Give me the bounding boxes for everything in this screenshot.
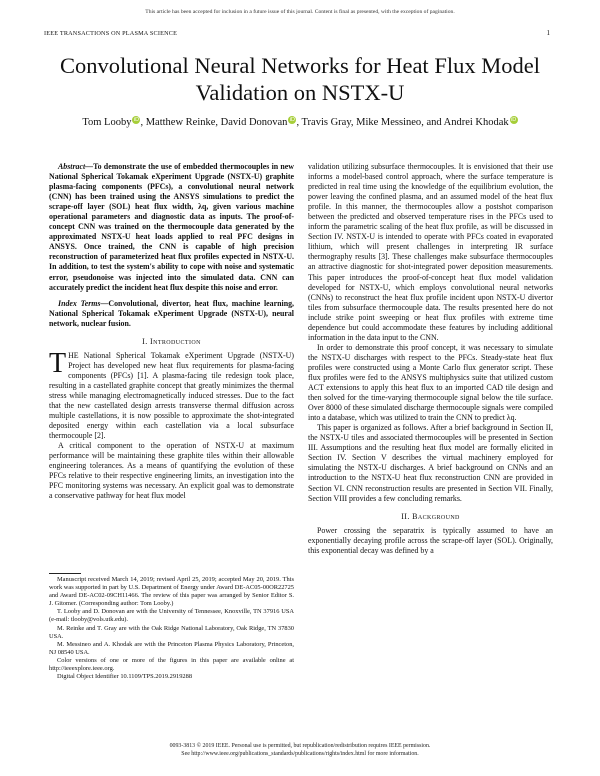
orcid-icon[interactable]: iD [289,117,296,123]
index-terms [49,299,294,329]
acceptance-note: This article has been accepted for inclusion in a future issue of this journal. Content is final as presented, with the exception of pagination. [145,9,455,15]
body-paragraph: This paper is organized as follows. After a brief background in Section II, the NSTX-U tiles and associated thermocouples will be presented in Section III. Assumptions and the resulting heat flux model are formally elicited in Section IV. Section V describes the virtual machinery employed for simulating the NSTX-U discharges. A brief background on CNNs and an introduction to the NSTX-U heat flux reconstruction CNN are provided in Section VI. CNN reconstruction results are presented in Section VII. Finally, Section VIII provides a few concluding remarks. [308,423,553,503]
footnote-divider [49,573,81,574]
author-name: Travis Gray [301,117,351,128]
left-column [49,162,294,502]
journal-running-head: IEEE TRANSACTIONS ON PLASMA SCIENCE [44,30,178,37]
author-list: Tom Looby iD, Matthew Reinke, David Donovan iD, Travis Gray, Mike Messineo, and Andrei Khodak iD [82,117,517,128]
orcid-icon[interactable]: iD [511,117,517,123]
orcid-icon[interactable]: iD [133,117,140,123]
index-terms-label: Index Terms— [58,298,109,308]
abstract-label: Abstract— [58,162,94,171]
intro-paragraph: A critical component to the operation of NSTX-U at maximum performance will be maintaining these graphite tiles within their allowable engineering tolerances. As a means of quantifying the evolution of these PFCs relative to their respective engineering limits, an investigation into the PFC monitoring systems was necessary. An explicit goal was to demonstrate a conservative pathway for heat flux model [49,441,294,501]
section-heading-introduction: I. Introduction [142,336,201,346]
intro-paragraph-text: HE National Spherical Tokamak eXperiment Upgrade (NSTX-U) Project has developed new heat flux requirements for plasma-facing components (PFCs) [1]. A plasma-facing tile redesign took place, resulting in a castellated graphite concept that greatly minimizes the thermal stress while managing electromagnetically induced stresses. Due to the fact that the new castellated design arrests transverse thermal diffusion across multiple castellations, it is now possible to approximate the shot-integrated deposited energy within each castellation via a local subsurface thermocouple [2]. [49,350,294,441]
section-heading-background: II. Background [401,511,460,521]
right-column [308,162,553,556]
intro-paragraph [49,347,294,441]
index-terms-text: Convolutional, divertor, heat flux, machine learning, National Spherical Tokamak eXperiment Upgrade (NSTX-U), neural network, nuclear fusion. [49,298,294,328]
rights-link[interactable]: See http://www.ieee.org/publications_standards/publications/rights/index.html for more information. [181,751,419,757]
footnote: M. Reinke and T. Gray are with the Oak Ridge National Laboratory, Oak Ridge, TN 37830 USA. [49,624,294,640]
paper-title: Convolutional Neural Networks for Heat Flux Model Validation on NSTX-U [60,53,540,105]
footnotes [49,576,294,681]
copyright-line: 0093-3813 © 2019 IEEE. Personal use is permitted, but republication/redistribution requires IEEE permission. [169,743,431,749]
author-name: Tom Looby [82,117,132,128]
page-number: 1 [546,29,550,37]
author-name: David Donovan [220,117,288,128]
footnote: Color versions of one or more of the figures in this paper are available online at http://ieeexplore.ieee.org. [49,656,294,673]
body-paragraph: In order to demonstrate this proof concept, it was necessary to simulate the NSTX-U discharges with respect to the PFCs. Steady-state heat flux profiles were constructed using a Monte Carlo flux generator script. These flux profiles were fed to the ANSYS multiphysics suite that utilized custom ACT extensions to apply this heat flux to an imported CAD tile design and then solved for the time-varying thermocouple signal below the tile surface. Over 8000 of these simulated discharge thermocouple signals were compiled into a database, which was utilized to train the CNN to predict λq. [308,342,553,423]
author-name: Matthew Reinke [145,117,216,128]
abstract [49,162,294,293]
footnote: Digital Object Identifier 10.1109/TPS.2019.2919288 [57,673,193,681]
author-name: Mike Messineo [356,117,422,128]
copyright-notice [0,742,600,758]
author-name: and Andrei Khodak [426,117,509,128]
body-paragraph: validation utilizing subsurface thermocouples. It is envisioned that their use informs a model-based control approach, where the surface temperature is predicted in real time using the knowledge of the equilibrium evolution, the power leaving the confined plasma, and an assumed model of the heat flux profile. In this manner, the thermocouples allow a postshot comparison between the predicted and observed temperature rises in the PFCs used to inform the parametric scaling of the heat flux profile, as will be discussed in Section IV. NSTX-U is intended to operate with PFCs coated in evaporated lithium, which will present challenges in interpreting IR surface thermography results [3]. These challenges make subsurface thermocouples an attractive diagnostic for shot-integrated power deposition measurements. This paper introduces the proof-of-concept heat flux model validation developed for NSTX-U, which employs convolutional neural networks (CNNs) to reconstruct the heat flux profile incident upon NSTX-U divertor tiles from subsurface thermocouple data. The results presented here do not include strike point sweeping or heat flux profiles with extreme time dependence but could accommodate these features by including additional information in the data input to the CNN. [308,162,553,342]
footnote: M. Messineo and A. Khodak are with the Princeton Plasma Physics Laboratory, Princeton, NJ 08540 USA. [49,640,294,656]
footnote: T. Looby and D. Donovan are with the University of Tennessee, Knoxville, TN 37916 USA (e-mail: tlooby@vols.utk.edu). [49,608,294,624]
drop-cap: T [49,347,67,379]
abstract-text: To demonstrate the use of embedded thermocouples in new National Spherical Tokamak eXperiment Upgrade (NSTX-U) graphite plasma-facing components (PFCs), a convolutional neural network (CNN) has been trained using the ANSYS simulations to predict the scrape-off layer (SOL) heat flux width, λq, given various machine operational parameters and diagnostic data as inputs. The proof-of-concept CNN was trained on the thermocouple data generated by the approximated NSTX-U heat loads applied to real PFC designs in ANSYS. Once trained, the CNN is capable of high precision reconstruction of parameterized heat flux profiles expected in NSTX-U. In addition, to test the system's ability to cope with noise and systematic error, pseudonoise was injected into the simulated data. CNN can accurately predict the incident heat flux despite this noise and error. [49,162,294,292]
body-paragraph: Power crossing the separatrix is typically assumed to have an exponentially decaying profile across the scrape-off layer (SOL). Originally, this exponential decay was defined by a [308,525,553,555]
footnote: Manuscript received March 14, 2019; revised April 25, 2019; accepted May 20, 2019. This work was supported in part by U.S. Department of Energy under Award DE-AC05-00OR22725 and Award DE-AC02-09CH11466. The review of this paper was arranged by Senior Editor S. J. Gitomer. (Corresponding author: Tom Looby.) [49,576,294,608]
